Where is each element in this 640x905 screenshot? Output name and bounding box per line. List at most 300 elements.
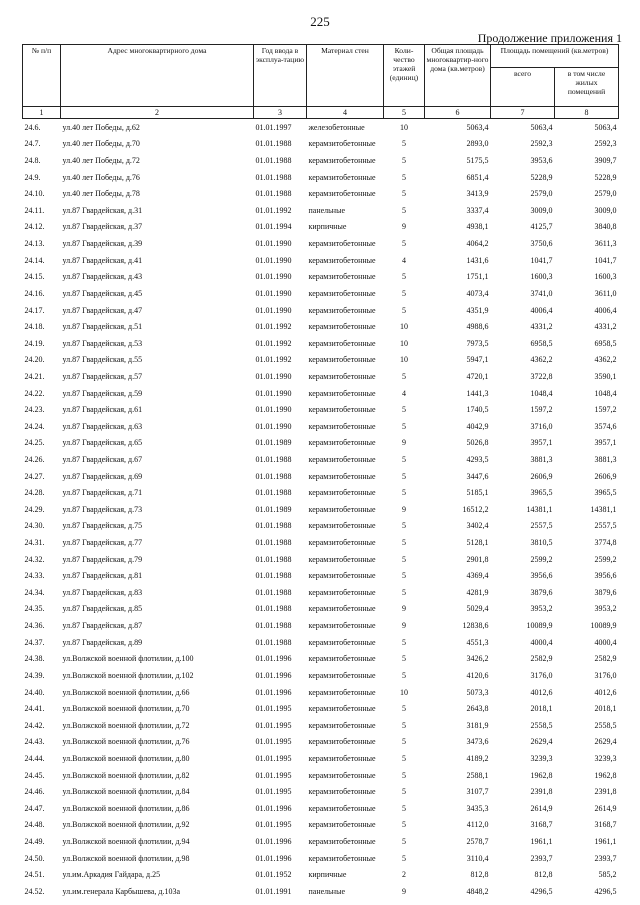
row-material: керамзитобетонные <box>308 272 376 282</box>
table-row <box>23 451 619 468</box>
row-material: керамзитобетонные <box>308 803 376 813</box>
row-area-all: 1048,4 <box>530 388 553 398</box>
row-address: ул.Волжской военной флотилии, д.72 <box>62 720 190 730</box>
row-year: 01.01.1994 <box>255 222 292 232</box>
row-address: ул.87 Гвардейская, д.75 <box>62 521 143 531</box>
row-total-area: 5175,5 <box>466 156 489 166</box>
row-year: 01.01.1990 <box>255 405 292 415</box>
row-area-living: 3956,6 <box>594 571 617 581</box>
row-total-area: 12838,6 <box>462 621 489 631</box>
row-floors: 5 <box>402 139 406 149</box>
row-year: 01.01.1988 <box>255 488 292 498</box>
header-material: Материал стен <box>307 45 384 107</box>
row-address: ул.87 Гвардейская, д.77 <box>62 538 143 548</box>
row-year: 01.01.1952 <box>255 870 292 880</box>
table-row <box>23 534 619 551</box>
row-material: керамзитобетонные <box>308 787 376 797</box>
row-number: 24.51. <box>24 870 45 880</box>
row-area-all: 1961,1 <box>530 837 553 846</box>
row-total-area: 5029,4 <box>466 604 489 614</box>
row-number: 24.43. <box>24 737 45 747</box>
row-number: 24.8. <box>24 156 41 166</box>
table-row <box>23 883 619 900</box>
row-total-area: 2643,8 <box>466 704 489 714</box>
row-area-living: 3774,8 <box>594 538 617 548</box>
row-area-all: 4362,2 <box>530 355 553 365</box>
row-number: 24.31. <box>24 538 45 548</box>
row-area-living: 3176,0 <box>594 670 617 680</box>
row-number: 24.25. <box>24 438 45 448</box>
column-number: 7 <box>491 107 555 119</box>
row-year: 01.01.1988 <box>255 587 292 597</box>
row-material: керамзитобетонные <box>308 355 376 365</box>
row-area-living: 2558,5 <box>594 720 617 730</box>
row-area-living: 2393,7 <box>594 853 617 863</box>
row-area-living: 3953,2 <box>594 604 617 614</box>
row-total-area: 7973,5 <box>466 338 489 348</box>
row-material: керамзитобетонные <box>308 421 376 431</box>
row-area-all: 5063,4 <box>530 122 553 132</box>
row-year: 01.01.1990 <box>255 288 292 298</box>
row-address: ул.87 Гвардейская, д.67 <box>62 454 143 464</box>
row-area-all: 14381,1 <box>526 504 553 514</box>
row-floors: 9 <box>402 438 406 448</box>
row-material: керамзитобетонные <box>308 521 376 531</box>
row-material: керамзитобетонные <box>308 371 376 381</box>
table-row <box>23 219 619 236</box>
row-area-living: 3168,7 <box>594 820 617 830</box>
row-material: керамзитобетонные <box>308 571 376 581</box>
column-number: 8 <box>555 107 619 119</box>
row-year: 01.01.1988 <box>255 554 292 564</box>
header-row <box>23 45 619 68</box>
row-floors: 5 <box>402 205 406 215</box>
row-address: ул.Волжской военной флотилии, д.100 <box>62 654 194 664</box>
row-area-living: 4006,4 <box>594 305 617 315</box>
row-address: ул.Волжской военной флотилии, д.76 <box>62 737 190 747</box>
row-area-living: 1048,4 <box>594 388 617 398</box>
row-material: керамзитобетонные <box>308 837 376 846</box>
row-number: 24.10. <box>24 189 45 199</box>
row-number: 24.29. <box>24 504 45 514</box>
table-row <box>23 783 619 800</box>
row-address: ул.87 Гвардейская, д.79 <box>62 554 143 564</box>
row-year: 01.01.1988 <box>255 637 292 647</box>
row-material: керамзитобетонные <box>308 770 376 780</box>
row-floors: 5 <box>402 488 406 498</box>
row-total-area: 4938,1 <box>466 222 489 232</box>
row-floors: 10 <box>400 322 408 332</box>
row-number: 24.44. <box>24 753 45 763</box>
row-area-all: 812,8 <box>534 870 553 880</box>
table-row <box>23 617 619 634</box>
row-address: ул.87 Гвардейская, д.51 <box>62 322 143 332</box>
row-number: 24.42. <box>24 720 45 730</box>
row-area-living: 2582,9 <box>594 654 617 664</box>
row-material: керамзитобетонные <box>308 239 376 249</box>
row-floors: 10 <box>400 338 408 348</box>
row-material: керамзитобетонные <box>308 737 376 747</box>
row-total-area: 2588,1 <box>466 770 489 780</box>
row-year: 01.01.1988 <box>255 454 292 464</box>
table-row <box>23 717 619 734</box>
row-area-living: 2606,9 <box>594 471 617 481</box>
row-year: 01.01.1992 <box>255 355 292 365</box>
row-area-all: 10089,9 <box>526 621 553 631</box>
table-row <box>23 750 619 767</box>
row-area-living: 5228,9 <box>594 172 617 182</box>
table-row <box>23 651 619 668</box>
row-year: 01.01.1988 <box>255 172 292 182</box>
table-row <box>23 235 619 252</box>
row-address: ул.87 Гвардейская, д.47 <box>62 305 143 315</box>
table-row <box>23 185 619 202</box>
row-floors: 2 <box>402 870 406 880</box>
row-address: ул.87 Гвардейская, д.41 <box>62 255 143 265</box>
row-total-area: 3413,9 <box>466 189 489 199</box>
table-row <box>23 352 619 369</box>
table-row <box>23 866 619 883</box>
row-material: керамзитобетонные <box>308 471 376 481</box>
row-address: ул.87 Гвардейская, д.45 <box>62 288 143 298</box>
table-row <box>23 119 619 136</box>
row-area-living: 2592,3 <box>594 139 617 149</box>
row-year: 01.01.1995 <box>255 820 292 830</box>
table-body <box>23 119 619 900</box>
row-total-area: 1751,1 <box>466 272 489 282</box>
row-total-area: 3337,4 <box>466 205 489 215</box>
row-floors: 5 <box>402 704 406 714</box>
row-year: 01.01.1989 <box>255 438 292 448</box>
table-row <box>23 285 619 302</box>
header-address: Адрес многоквартирного дома <box>61 45 254 107</box>
row-material: кирпичные <box>308 222 347 232</box>
row-year: 01.01.1995 <box>255 753 292 763</box>
table-row <box>23 684 619 701</box>
row-total-area: 6851,4 <box>466 172 489 182</box>
row-area-all: 2018,1 <box>530 704 553 714</box>
row-material: керамзитобетонные <box>308 139 376 149</box>
row-number: 24.37. <box>24 637 45 647</box>
row-total-area: 4293,5 <box>466 454 489 464</box>
row-floors: 5 <box>402 787 406 797</box>
row-material: керамзитобетонные <box>308 753 376 763</box>
row-floors: 5 <box>402 770 406 780</box>
row-material: керамзитобетонные <box>308 504 376 514</box>
row-year: 01.01.1996 <box>255 853 292 863</box>
row-address: ул.87 Гвардейская, д.63 <box>62 421 143 431</box>
table-row <box>23 318 619 335</box>
row-total-area: 5185,1 <box>466 488 489 498</box>
row-floors: 5 <box>402 405 406 415</box>
row-address: ул.87 Гвардейская, д.87 <box>62 621 143 631</box>
row-area-all: 3716,0 <box>530 421 553 431</box>
row-year: 01.01.1997 <box>255 122 292 132</box>
row-area-all: 2614,9 <box>530 803 553 813</box>
row-year: 01.01.1996 <box>255 654 292 664</box>
row-floors: 4 <box>402 255 406 265</box>
row-floors: 5 <box>402 305 406 315</box>
row-floors: 5 <box>402 853 406 863</box>
row-area-all: 3750,6 <box>530 239 553 249</box>
row-number: 24.30. <box>24 521 45 531</box>
row-floors: 9 <box>402 604 406 614</box>
row-area-living: 2391,8 <box>594 787 617 797</box>
row-address: ул.87 Гвардейская, д.61 <box>62 405 143 415</box>
row-area-living: 3611,0 <box>594 288 617 298</box>
row-floors: 5 <box>402 421 406 431</box>
row-total-area: 4369,4 <box>466 571 489 581</box>
row-material: железобетонные <box>308 122 365 132</box>
table-row <box>23 152 619 169</box>
row-total-area: 16512,2 <box>462 504 489 514</box>
row-area-all: 4006,4 <box>530 305 553 315</box>
table-row <box>23 268 619 285</box>
row-address: ул.87 Гвардейская, д.69 <box>62 471 143 481</box>
table-row <box>23 734 619 751</box>
row-address: ул.87 Гвардейская, д.83 <box>62 587 143 597</box>
row-material: керамзитобетонные <box>308 288 376 298</box>
row-area-living: 2557,5 <box>594 521 617 531</box>
row-area-living: 1600,3 <box>594 272 617 282</box>
row-area-all: 2391,8 <box>530 787 553 797</box>
row-area-all: 4012,6 <box>530 687 553 697</box>
row-number: 24.7. <box>24 139 41 149</box>
row-area-all: 3168,7 <box>530 820 553 830</box>
row-total-area: 1441,3 <box>466 388 489 398</box>
row-address: ул.87 Гвардейская, д.37 <box>62 222 143 232</box>
row-year: 01.01.1996 <box>255 837 292 846</box>
row-number: 24.36. <box>24 621 45 631</box>
table-row <box>23 401 619 418</box>
row-total-area: 3447,6 <box>466 471 489 481</box>
row-floors: 5 <box>402 189 406 199</box>
row-area-living: 4296,5 <box>594 886 617 896</box>
row-year: 01.01.1995 <box>255 770 292 780</box>
row-material: керамзитобетонные <box>308 172 376 182</box>
table-row <box>23 700 619 717</box>
row-area-living: 4012,6 <box>594 687 617 697</box>
row-area-living: 2018,1 <box>594 704 617 714</box>
table-row <box>23 551 619 568</box>
row-material: керамзитобетонные <box>308 338 376 348</box>
row-number: 24.52. <box>24 886 45 896</box>
row-total-area: 2901,8 <box>466 554 489 564</box>
row-material: керамзитобетонные <box>308 604 376 614</box>
row-floors: 5 <box>402 720 406 730</box>
table-row <box>23 817 619 834</box>
row-year: 01.01.1996 <box>255 670 292 680</box>
row-floors: 5 <box>402 172 406 182</box>
table-row <box>23 302 619 319</box>
row-number: 24.18. <box>24 322 45 332</box>
row-area-living: 3840,8 <box>594 222 617 232</box>
row-total-area: 5947,1 <box>466 355 489 365</box>
row-floors: 5 <box>402 820 406 830</box>
row-floors: 5 <box>402 454 406 464</box>
header-floors: Коли-чество этажей (единиц) <box>384 45 425 107</box>
row-floors: 10 <box>400 122 408 132</box>
row-year: 01.01.1990 <box>255 388 292 398</box>
row-address: ул.87 Гвардейская, д.55 <box>62 355 143 365</box>
row-area-living: 3957,1 <box>594 438 617 448</box>
row-floors: 5 <box>402 654 406 664</box>
row-number: 24.28. <box>24 488 45 498</box>
row-floors: 9 <box>402 886 406 896</box>
row-year: 01.01.1988 <box>255 471 292 481</box>
row-area-all: 3239,3 <box>530 753 553 763</box>
row-number: 24.21. <box>24 371 45 381</box>
row-address: ул.40 лет Победы, д.62 <box>62 122 140 132</box>
table-row <box>23 584 619 601</box>
row-number: 24.39. <box>24 670 45 680</box>
row-address: ул.Волжской военной флотилии, д.94 <box>62 837 190 846</box>
housing-register-table <box>22 44 619 900</box>
row-floors: 5 <box>402 737 406 747</box>
row-year: 01.01.1991 <box>255 886 292 896</box>
row-address: ул.им.генерала Карбышева, д.103а <box>62 886 180 896</box>
row-floors: 5 <box>402 156 406 166</box>
row-material: керамзитобетонные <box>308 554 376 564</box>
header-premises-living: в том числе жилых помещений <box>555 68 619 107</box>
row-floors: 9 <box>402 621 406 631</box>
row-area-living: 3909,7 <box>594 156 617 166</box>
row-material: керамзитобетонные <box>308 654 376 664</box>
table-row <box>23 501 619 518</box>
row-year: 01.01.1988 <box>255 621 292 631</box>
row-material: керамзитобетонные <box>308 388 376 398</box>
row-total-area: 5063,4 <box>466 122 489 132</box>
row-number: 24.38. <box>24 654 45 664</box>
table-row <box>23 484 619 501</box>
table-row <box>23 418 619 435</box>
row-address: ул.им.Аркадия Гайдара, д.25 <box>62 870 161 880</box>
row-area-living: 3881,3 <box>594 454 617 464</box>
row-floors: 5 <box>402 753 406 763</box>
row-number: 24.6. <box>24 122 41 132</box>
row-number: 24.33. <box>24 571 45 581</box>
table-row <box>23 468 619 485</box>
row-address: ул.87 Гвардейская, д.71 <box>62 488 143 498</box>
row-address: ул.Волжской военной флотилии, д.70 <box>62 704 190 714</box>
table-row <box>23 202 619 219</box>
row-total-area: 1431,6 <box>466 255 489 265</box>
row-total-area: 4073,4 <box>466 288 489 298</box>
row-area-living: 2614,9 <box>594 803 617 813</box>
row-material: керамзитобетонные <box>308 670 376 680</box>
row-address: ул.40 лет Победы, д.76 <box>62 172 140 182</box>
row-number: 24.32. <box>24 554 45 564</box>
column-number: 3 <box>254 107 307 119</box>
row-address: ул.Волжской военной флотилии, д.82 <box>62 770 190 780</box>
row-area-living: 3009,0 <box>594 205 617 215</box>
row-total-area: 3110,4 <box>466 853 489 863</box>
row-address: ул.87 Гвардейская, д.85 <box>62 604 143 614</box>
row-area-living: 3239,3 <box>594 753 617 763</box>
row-area-all: 5228,9 <box>530 172 553 182</box>
row-total-area: 4720,1 <box>466 371 489 381</box>
row-area-living: 2579,0 <box>594 189 617 199</box>
row-material: керамзитобетонные <box>308 255 376 265</box>
row-material: керамзитобетонные <box>308 189 376 199</box>
row-total-area: 3426,2 <box>466 654 489 664</box>
table-row <box>23 435 619 452</box>
row-material: керамзитобетонные <box>308 853 376 863</box>
table-row <box>23 518 619 535</box>
row-total-area: 5128,1 <box>466 538 489 548</box>
row-total-area: 3107,7 <box>466 787 489 797</box>
row-area-all: 2629,4 <box>530 737 553 747</box>
row-floors: 5 <box>402 571 406 581</box>
row-material: кирпичные <box>308 870 347 880</box>
row-material: керамзитобетонные <box>308 438 376 448</box>
row-year: 01.01.1992 <box>255 205 292 215</box>
row-year: 01.01.1989 <box>255 504 292 514</box>
row-area-living: 3590,1 <box>594 371 617 381</box>
row-number: 24.34. <box>24 587 45 597</box>
row-number: 24.11. <box>24 205 45 215</box>
row-total-area: 4281,9 <box>466 587 489 597</box>
row-area-all: 2606,9 <box>530 471 553 481</box>
row-floors: 5 <box>402 803 406 813</box>
row-floors: 5 <box>402 587 406 597</box>
row-number: 24.15. <box>24 272 45 282</box>
row-number: 24.48. <box>24 820 45 830</box>
row-area-all: 2393,7 <box>530 853 553 863</box>
row-total-area: 4351,9 <box>466 305 489 315</box>
row-area-living: 6958,5 <box>594 338 617 348</box>
table-row <box>23 850 619 867</box>
row-year: 01.01.1995 <box>255 704 292 714</box>
row-year: 01.01.1990 <box>255 272 292 282</box>
row-area-living: 4362,2 <box>594 355 617 365</box>
row-floors: 5 <box>402 670 406 680</box>
row-year: 01.01.1988 <box>255 521 292 531</box>
header-num: № п/п <box>23 45 61 107</box>
row-address: ул.Волжской военной флотилии, д.84 <box>62 787 190 797</box>
row-number: 24.41. <box>24 704 45 714</box>
table-row <box>23 767 619 784</box>
table-row <box>23 567 619 584</box>
row-year: 01.01.1988 <box>255 571 292 581</box>
table-row <box>23 800 619 817</box>
row-area-all: 4296,5 <box>530 886 553 896</box>
row-floors: 4 <box>402 388 406 398</box>
row-number: 24.45. <box>24 770 45 780</box>
continuation-title: Продолжение приложения 1 <box>477 31 622 45</box>
header-premises-area: Площадь помещений (кв.метров) <box>491 45 619 68</box>
row-floors: 5 <box>402 272 406 282</box>
row-address: ул.Волжской военной флотилии, д.80 <box>62 753 190 763</box>
row-floors: 10 <box>400 687 408 697</box>
row-number: 24.24. <box>24 421 45 431</box>
row-material: керамзитобетонные <box>308 704 376 714</box>
row-number: 24.46. <box>24 787 45 797</box>
column-number: 2 <box>61 107 254 119</box>
row-area-living: 3574,6 <box>594 421 617 431</box>
row-year: 01.01.1996 <box>255 687 292 697</box>
row-year: 01.01.1992 <box>255 322 292 332</box>
row-total-area: 3402,4 <box>466 521 489 531</box>
row-total-area: 3473,6 <box>466 737 489 747</box>
row-area-living: 5063,4 <box>594 122 617 132</box>
row-area-all: 4331,2 <box>530 322 553 332</box>
table-row <box>23 385 619 402</box>
row-area-living: 14381,1 <box>590 504 617 514</box>
row-area-living: 2629,4 <box>594 737 617 747</box>
row-material: керамзитобетонные <box>308 305 376 315</box>
row-number: 24.27. <box>24 471 45 481</box>
